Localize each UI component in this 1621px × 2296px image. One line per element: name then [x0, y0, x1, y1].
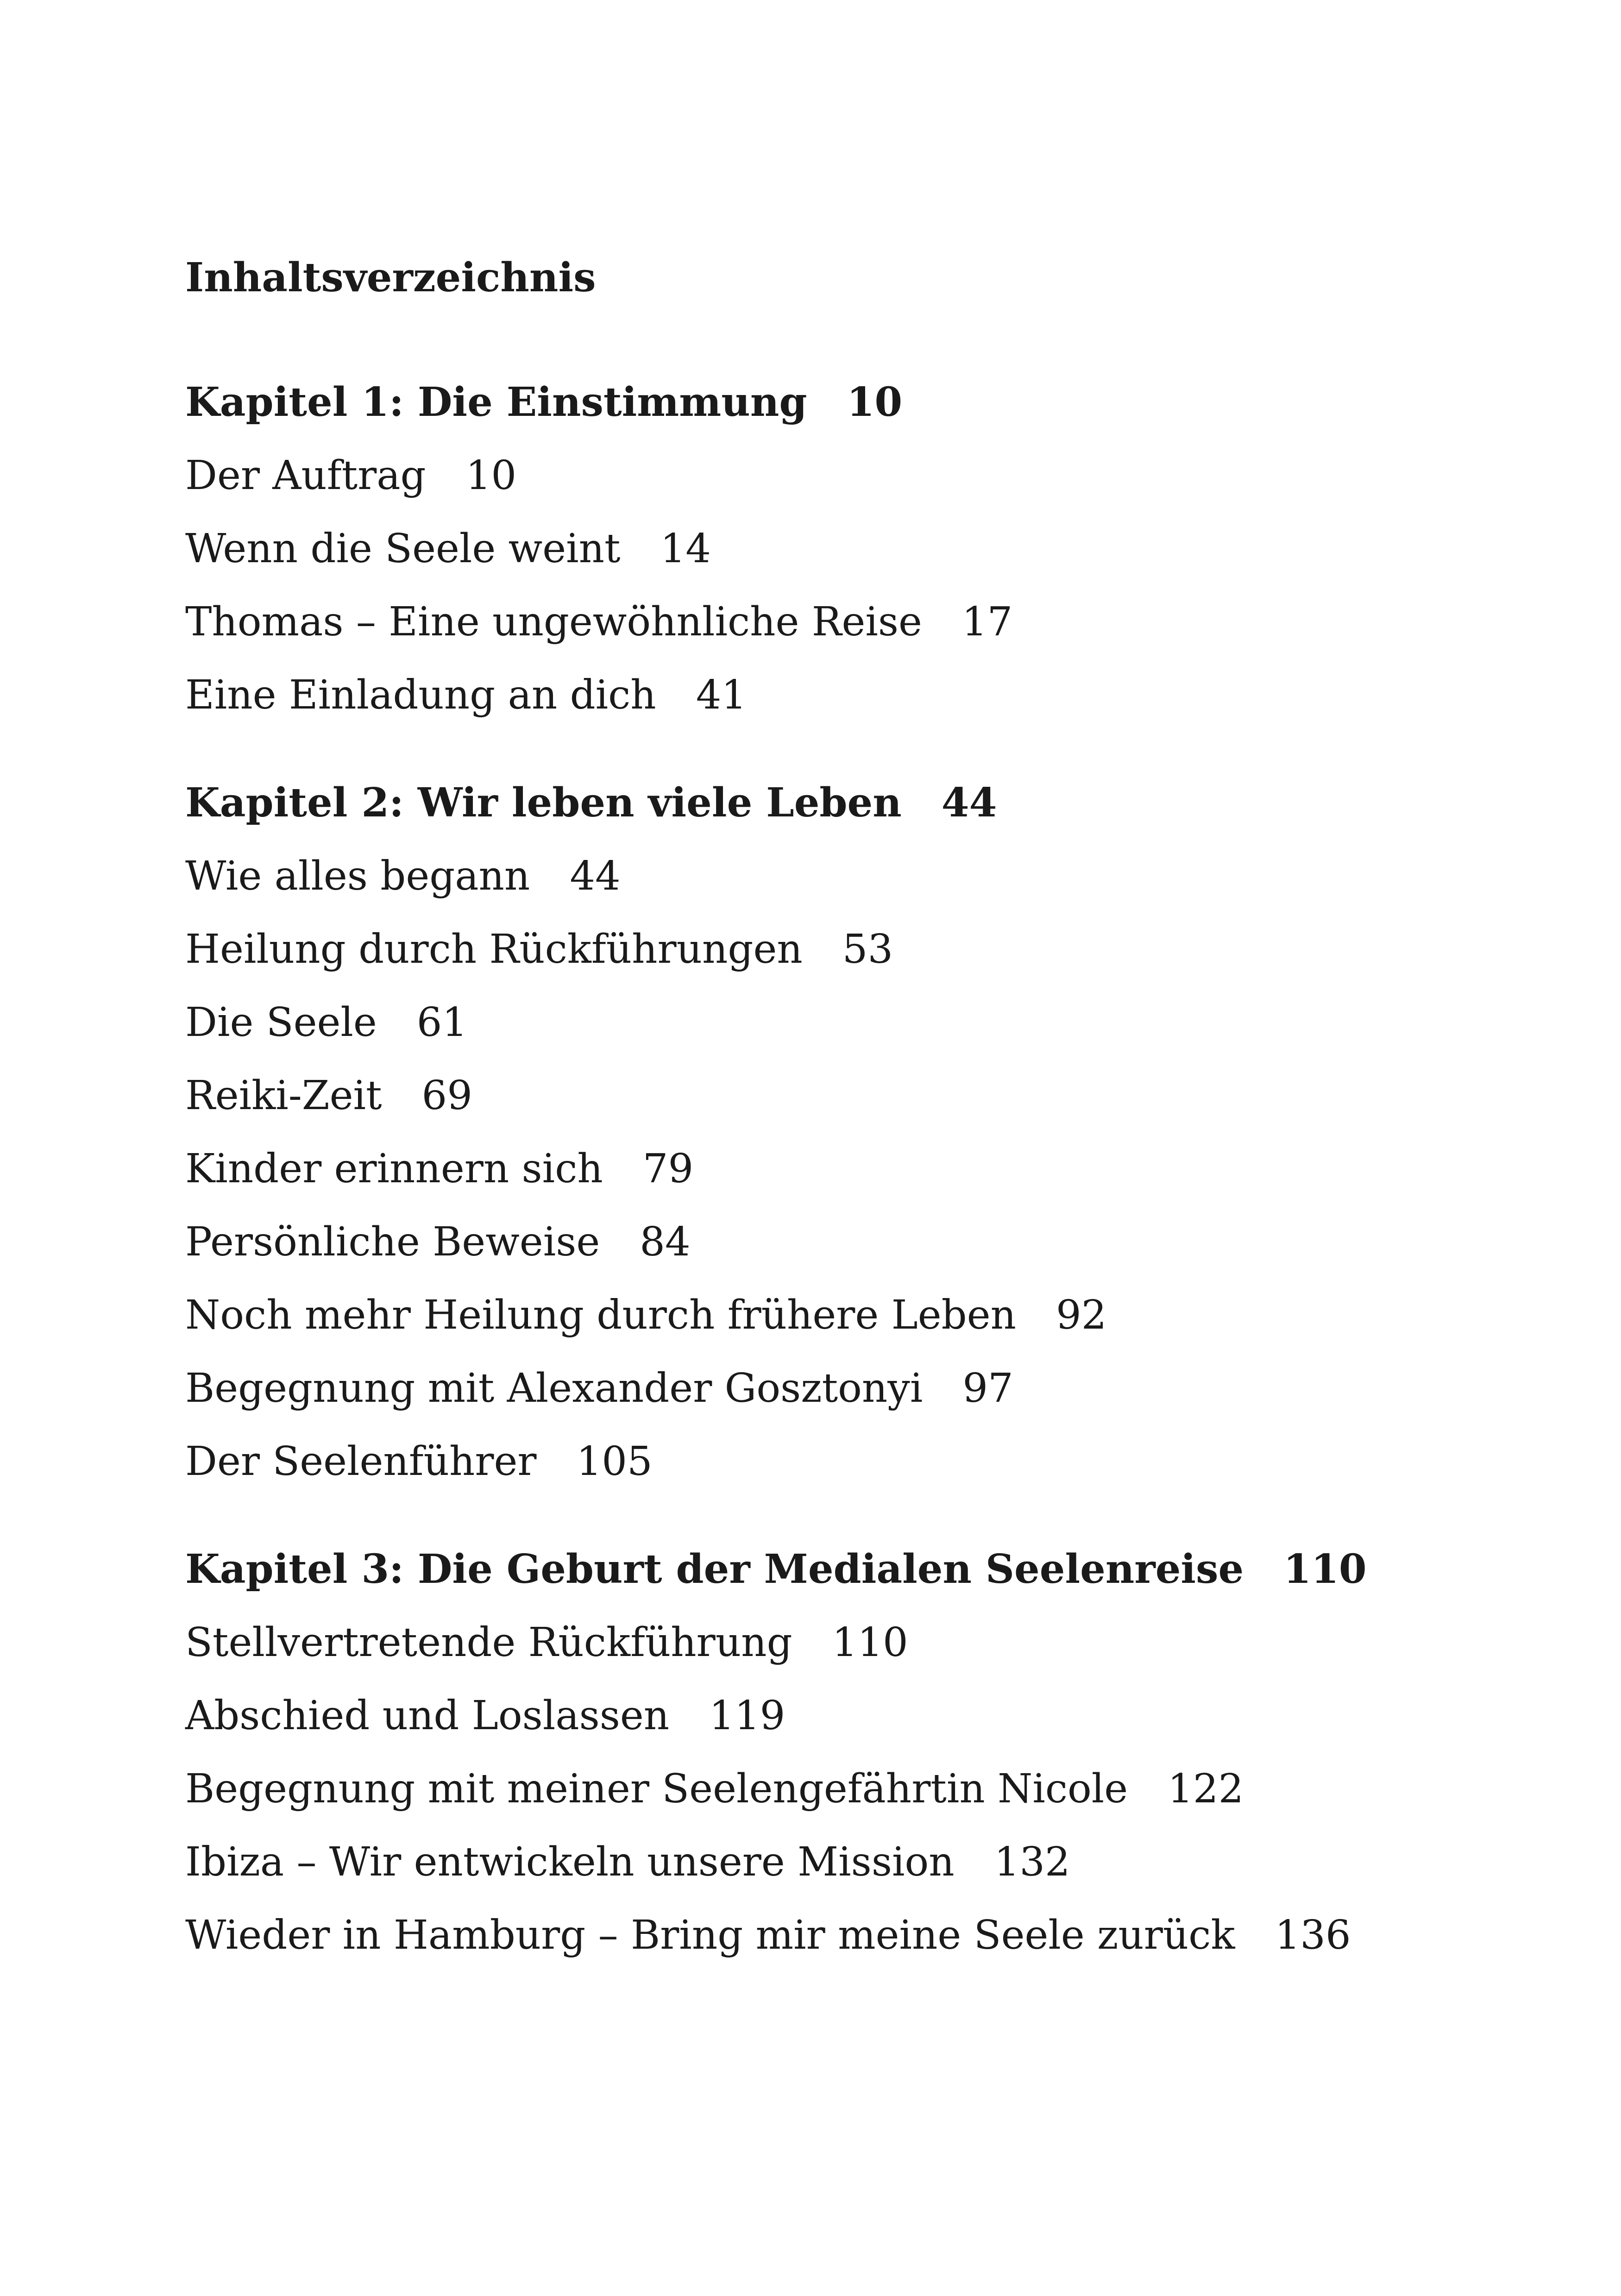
toc-entry-page: 119 [709, 1693, 785, 1739]
toc-entry-page: 14 [660, 526, 711, 572]
toc-entry [185, 659, 1528, 732]
toc-entry [185, 585, 1528, 659]
toc-entry-text: Die Seele [185, 999, 377, 1046]
toc-entry-page: 97 [962, 1365, 1013, 1411]
toc-page [185, 250, 1528, 2007]
chapter-heading-text: Kapitel 2: Wir leben viele Leben [185, 779, 902, 826]
toc-entry-page: 122 [1168, 1766, 1244, 1812]
toc-entry [185, 840, 1528, 913]
toc-entry [185, 1352, 1528, 1425]
chapter-1 [185, 366, 1528, 732]
toc-entry-text: Abschied und Loslassen [185, 1693, 670, 1739]
toc-entry-text: Thomas – Eine ungewöhnliche Reise [185, 599, 922, 645]
toc-entry [185, 913, 1528, 986]
toc-entry [185, 1899, 1528, 1972]
toc-entry-page: 79 [642, 1146, 694, 1192]
toc-entry-text: Kinder erinnern sich [185, 1146, 603, 1192]
chapter-heading [185, 766, 1528, 840]
chapter-2 [185, 766, 1528, 1498]
toc-entry-page: 110 [832, 1619, 908, 1666]
toc-entry-text: Noch mehr Heilung durch frühere Leben [185, 1292, 1016, 1338]
toc-entry-text: Begegnung mit meiner Seelengefährtin Nicole [185, 1766, 1128, 1812]
toc-entry-page: 44 [570, 853, 621, 899]
toc-entry [185, 1606, 1528, 1679]
toc-entry-text: Wenn die Seele weint [185, 526, 621, 572]
toc-entry-page: 17 [961, 599, 1013, 645]
toc-entry-page: 105 [576, 1438, 653, 1485]
toc-entry-page: 69 [421, 1073, 472, 1119]
toc-entry-text: Wie alles begann [185, 853, 530, 899]
toc-entry-page: 41 [696, 672, 747, 718]
chapter-heading-text: Kapitel 1: Die Einstimmung [185, 379, 807, 426]
toc-entry [185, 1132, 1528, 1205]
toc-entry-page: 92 [1056, 1292, 1107, 1338]
toc-entry [185, 439, 1528, 512]
toc-entry [185, 1059, 1528, 1132]
toc-entry-page: 61 [416, 999, 468, 1046]
toc-entry-text: Heilung durch Rückführungen [185, 926, 803, 972]
toc-entry-page: 84 [640, 1219, 691, 1265]
toc-entry-page: 53 [842, 926, 893, 972]
chapter-heading-text: Kapitel 3: Die Geburt der Medialen Seelenreise [185, 1546, 1244, 1593]
chapter-heading [185, 366, 1528, 439]
toc-entry-page: 10 [465, 452, 517, 499]
toc-entry [185, 1826, 1528, 1899]
toc-entry-text: Eine Einladung an dich [185, 672, 656, 718]
toc-entry [185, 986, 1528, 1059]
toc-entry-text: Reiki-Zeit [185, 1073, 382, 1119]
toc-entry-page: 136 [1275, 1912, 1351, 1958]
chapter-page-number: 44 [941, 779, 997, 826]
chapter-page-number: 10 [847, 379, 903, 426]
toc-title: Inhaltsverzeichnis [185, 254, 596, 301]
toc-entry [185, 1679, 1528, 1752]
toc-entry-page: 132 [994, 1839, 1070, 1885]
toc-entry-text: Begegnung mit Alexander Gosztonyi [185, 1365, 923, 1411]
toc-entry [185, 1425, 1528, 1498]
chapter-page-number: 110 [1283, 1546, 1367, 1593]
toc-entry [185, 1752, 1528, 1826]
toc-entry-text: Der Seelenführer [185, 1438, 537, 1485]
toc-entry-text: Wieder in Hamburg – Bring mir meine Seele zurück [185, 1912, 1235, 1958]
toc-entry [185, 1205, 1528, 1279]
toc-entry-text: Ibiza – Wir entwickeln unsere Mission [185, 1839, 955, 1885]
toc-entry [185, 1279, 1528, 1352]
chapter-heading [185, 1533, 1528, 1606]
toc-entry-text: Persönliche Beweise [185, 1219, 600, 1265]
chapter-3 [185, 1533, 1528, 1972]
toc-entry-text: Der Auftrag [185, 452, 426, 499]
toc-entry-text: Stellvertretende Rückführung [185, 1619, 792, 1666]
toc-entry [185, 512, 1528, 585]
